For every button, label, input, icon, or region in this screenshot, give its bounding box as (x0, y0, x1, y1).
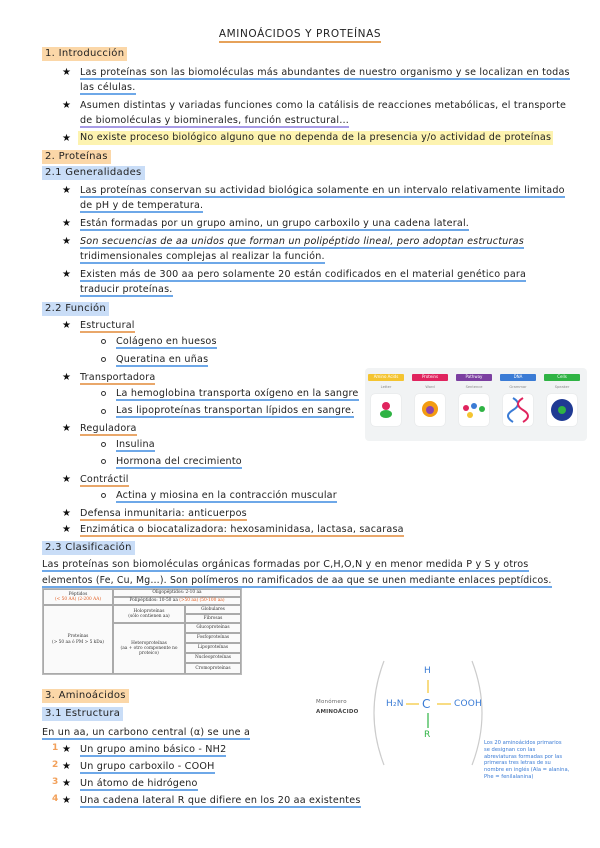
circle-bullet-icon (101, 459, 106, 464)
table-cell-peptidos: Péptidos (< 50 AA) (2-200 AA) (43, 589, 113, 605)
star-bullet-icon: ★ (62, 100, 71, 111)
gen-bullet-4-line-1: Existen más de 300 aa pero solamente 20 están codificados en el material genético para (80, 269, 527, 280)
circle-bullet-icon (101, 409, 106, 414)
pathway-icon (459, 394, 489, 426)
table-cell-poli: Polipéptidos: 10-50 aa (>50 aa) (50-100 aa) (113, 597, 241, 605)
star-bullet-icon: ★ (62, 133, 71, 144)
table-cell-type: Cromoproteínas (185, 663, 241, 674)
bio-column-pathway (456, 374, 492, 426)
estructura-item-3: Un átomo de hidrógeno (80, 778, 198, 789)
star-bullet-icon: ★ (62, 474, 71, 485)
section-generalidades: 2.1 Generalidades (42, 166, 145, 180)
func-estructural: Estructural (80, 320, 135, 331)
aa-h-label: H (424, 666, 431, 676)
aa-c-label: C (422, 697, 431, 711)
star-bullet-icon: ★ (62, 508, 71, 519)
classification-table-image (42, 588, 242, 675)
page-title: AMINOÁCIDOS Y PROTEÍNAS (0, 28, 600, 41)
estructura-item-2: Un grupo carboxilo - COOH (80, 761, 215, 772)
func-lipoproteinas: Las lipoproteínas transportan lípidos en sangre. (116, 405, 355, 416)
section-clasificacion: 2.3 Clasificación (42, 541, 135, 555)
func-hemoglobina: La hemoglobina transporta oxígeno en la sangre (116, 388, 359, 399)
star-bullet-icon: ★ (62, 423, 71, 434)
table-cell-hetero: Heteroproteínas (aa + otro componente no proteico) (113, 623, 185, 674)
func-defensa: Defensa inmunitaria: anticuerpos (80, 508, 247, 519)
circle-bullet-icon (101, 357, 106, 362)
aa-note: Los 20 aminoácidos primarios se designan con las abreviaturas formadas por las primeras tres letras de su nombre en inglés (Ala = alanina, Phe = fenilalanina) (484, 740, 570, 780)
dna-icon (503, 394, 533, 426)
bio-tag: Amino Acids (368, 374, 404, 381)
star-bullet-icon: ★ (62, 761, 71, 772)
section-funcion: 2.2 Función (42, 302, 109, 316)
star-bullet-icon: ★ (62, 269, 71, 280)
func-queratina: Queratina en uñas (116, 354, 209, 365)
func-transportadora: Transportadora (80, 372, 156, 383)
star-bullet-icon: ★ (62, 524, 71, 535)
func-actina: Actina y miosina en la contracción muscular (116, 490, 337, 501)
clasif-line-2: elementos (Fe, Cu, Mg…). Son polímeros no ramificados de aa que se unen mediante enlaces peptídicos. (42, 575, 552, 586)
bio-tag: DNA (500, 374, 536, 381)
aa-r-label: R (424, 730, 431, 740)
estructura-intro: En un aa, un carbono central (α) se une a (42, 727, 251, 738)
gen-bullet-2: Están formadas por un grupo amino, un grupo carboxilo y una cadena lateral. (80, 218, 470, 229)
star-bullet-icon: ★ (62, 320, 71, 331)
table-cell-type: Fosfoproteínas (185, 633, 241, 643)
bio-sub: Speaker (554, 384, 570, 389)
estructura-item-1: Un grupo amino básico - NH2 (80, 744, 227, 755)
section-proteinas: 2. Proteínas (42, 150, 111, 164)
intro-bullet-2-line-1: Asumen distintas y variadas funciones como la catálisis de reacciones metabólicas, el transporte (80, 100, 567, 111)
star-bullet-icon: ★ (62, 185, 71, 196)
bio-sub: Grammar (509, 384, 527, 389)
section-introduccion: 1. Introducción (42, 47, 127, 61)
star-bullet-icon: ★ (62, 67, 71, 78)
item-number: 4 (52, 794, 59, 804)
bio-tag: Pathway (456, 374, 492, 381)
bio-column-cells (544, 374, 580, 426)
clasif-line-1: Las proteínas son biomoléculas orgánicas formadas por C,H,O,N y en menor medida P y S y otros (42, 559, 529, 570)
item-number: 1 (52, 743, 59, 753)
func-reguladora: Reguladora (80, 423, 137, 434)
table-cell-type: Globulares (185, 605, 241, 614)
func-colageno: Colágeno en huesos (116, 336, 217, 347)
section-aminoacidos: 3. Aminoácidos (42, 689, 129, 703)
table-cell-type: Glucoproteínas (185, 623, 241, 633)
bio-column-proteins (412, 374, 448, 426)
bio-sub: Letter (380, 384, 392, 389)
circle-bullet-icon (101, 339, 106, 344)
aa-cooh-label: COOH (454, 699, 483, 709)
bio-sub: Sentence (465, 384, 483, 389)
intro-bullet-1-line-2: las células. (80, 82, 136, 93)
bio-tag: Proteins (412, 374, 448, 381)
bio-tag: Cells (544, 374, 580, 381)
bio-sub: Word (425, 384, 435, 389)
func-contractil: Contráctil (80, 474, 129, 485)
protein-icon (415, 394, 445, 426)
table-cell-type: Lipoproteínas (185, 643, 241, 653)
table-cell-proteinas: Proteínas (> 50 aa ó PM > 5 kDa) (43, 605, 113, 674)
gen-bullet-3-line-2: tridimensionales complejas al realizar la función. (80, 251, 325, 262)
func-hormona: Hormona del crecimiento (116, 456, 242, 467)
aa-n-label: H₂N (386, 699, 404, 709)
star-bullet-icon: ★ (62, 236, 71, 247)
bio-column-dna (500, 374, 536, 426)
amino-acid-icon (371, 394, 401, 426)
cell-icon (547, 394, 577, 426)
circle-bullet-icon (101, 442, 106, 447)
star-bullet-icon: ★ (62, 795, 71, 806)
intro-bullet-2-line-2: de biomoléculas y biominerales, función estructural… (80, 115, 349, 126)
circle-bullet-icon (101, 493, 106, 498)
star-bullet-icon: ★ (62, 778, 71, 789)
gen-bullet-3-line-1: Son secuencias de aa unidos que forman un polipéptido lineal, pero adoptan estructuras (80, 236, 524, 247)
star-bullet-icon: ★ (62, 372, 71, 383)
star-bullet-icon: ★ (62, 218, 71, 229)
table-cell-type: Fibrosas (185, 614, 241, 623)
estructura-item-4: Una cadena lateral R que difiere en los 20 aa existentes (80, 795, 361, 806)
item-number: 2 (52, 760, 59, 770)
aa-monomero-label: Monómero (316, 699, 347, 705)
aa-aminoacido-label: AMINOÁCIDO (316, 709, 359, 715)
biology-analogy-image (365, 368, 587, 441)
amino-acid-diagram-image (312, 653, 582, 780)
item-number: 3 (52, 777, 59, 787)
func-insulina: Insulina (116, 439, 155, 450)
intro-bullet-3: No existe proceso biológico alguno que no dependa de la presencia y/o actividad de proteínas (80, 132, 552, 143)
bio-column-amino-acids (368, 374, 404, 426)
gen-bullet-1-line-2: de pH y de temperatura. (80, 200, 204, 211)
table-cell-holo: Holoproteínas (sólo contienen aa) (113, 605, 185, 623)
star-bullet-icon: ★ (62, 744, 71, 755)
section-estructura: 3.1 Estructura (42, 707, 123, 721)
func-enzimatica: Enzimática o biocatalizadora: hexosaminidasa, lactasa, sacarasa (80, 524, 404, 535)
intro-bullet-1-line-1: Las proteínas son las biomoléculas más abundantes de nuestro organismo y se localizan en todas (80, 67, 570, 78)
circle-bullet-icon (101, 391, 106, 396)
table-cell-type: Nucleoproteínas (185, 653, 241, 663)
table-cell-oligo: Oligopéptidos: 2-10 aa (113, 589, 241, 597)
gen-bullet-4-line-2: traducir proteínas. (80, 284, 173, 295)
gen-bullet-1-line-1: Las proteínas conservan su actividad biológica solamente en un intervalo relativamente limitado (80, 185, 565, 196)
